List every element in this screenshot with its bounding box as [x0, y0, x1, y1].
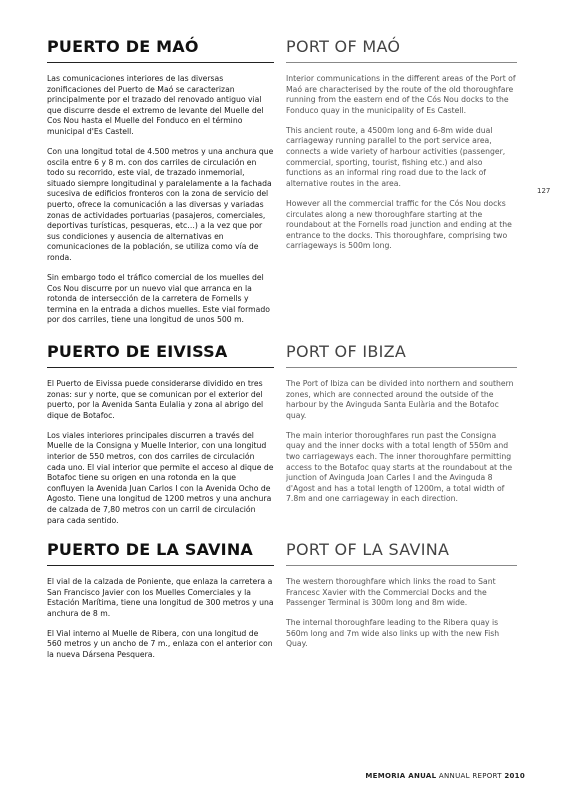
section-mao-es	[47, 38, 274, 336]
section-savina-es	[47, 541, 274, 670]
paragraph: El Puerto de Eivissa puede considerarse dividido en tres zonas: sur y norte, que se comunican por el exterior del puerto, por la Avenida Santa Eulalia y zona al abrigo del dique de Botafoc.	[47, 379, 264, 420]
section-ibiza-en	[286, 343, 517, 515]
page-number: 127	[537, 187, 551, 195]
section-title-en: PORT OF LA SAVINA	[286, 541, 517, 566]
paragraph: The main interior thoroughfares run past the Consigna quay and the inner docks with a total length of 550m and two carriageways each. The inner thoroughfare permitting access to the Botafoc quay starts at the roundabout at the junction of Avinguda Joan Carles I and the Avinguda 8 d'Agost and has a total length of 1200m, a total width of 7.8m and one carriageway in each direction.	[286, 430, 513, 504]
section-title-es: PUERTO DE MAÓ	[47, 38, 274, 63]
paragraph: The western thoroughfare which links the road to Sant Francesc Xavier with the Commercial Docks and the Passenger Terminal is 300m long and 8m wide.	[286, 577, 496, 608]
paragraph: However all the commercial traffic for the Cós Nou docks circulates along a new thoroughfare starting at the roundabout at the Fornells road junction and ending at the entrance to the docks. This thoroughfare, comprising two carriageways is 500m long.	[286, 198, 512, 251]
footer-year: 2010	[504, 772, 525, 780]
section-title-es: PUERTO DE EIVISSA	[47, 343, 274, 368]
section-mao-en	[286, 38, 517, 261]
paragraph: Con una longitud total de 4.500 metros y una anchura que oscila entre 6 y 8 m. con dos carriles de circulación en todo su recorrido, este vial, de trazado inmemorial, situado siempre longitudinal y paralelamente a la fachada sucesiva de edificios fronteros con la zona de servicio del puerto, ofrece la comunicación a las diversas y variadas zonas de actividades portuarias (pasajeros, comerciales, deportivas turísticas, pesqueras, etc…) a la vez que por sus condiciones y ausencia de alternativas en comunicaciones de la población, se utiliza como vía de ronda.	[47, 147, 274, 262]
paragraph: The Port of Ibiza can be divided into northern and southern zones, which are connected around the outside of the harbour by the Avinguda Santa Eulària and the Botafoc quay.	[286, 379, 514, 420]
section-savina-en	[286, 541, 517, 660]
footer-report: ANNUAL REPORT	[438, 772, 502, 780]
paragraph: El Vial interno al Muelle de Ribera, con una longitud de 560 metros y un ancho de 7 m., enlaza con el anterior con la nueva Dársena Pesquera.	[47, 628, 273, 660]
paragraph: El vial de la calzada de Poniente, que enlaza la carretera a San Francisco Javier con los Muelles Comerciales y la Estación Marítima, tiene una longitud de 300 metros y una anchura de 8 m.	[47, 577, 274, 618]
section-title-es: PUERTO DE LA SAVINA	[47, 541, 274, 566]
paragraph: Los viales interiores principales discurren a través del Muelle de la Consigna y Muelle Interior, con una longitud interior de 550 metros, con dos carriles de circulación cada uno. El vial interior que permite el acceso al dique de Botafoc tiene su origen en una rotonda en la que confluyen la Avenida Juan Carlos I con la Avenida Ocho de Agosto. Tiene una longitud de 1200 metros y una anchura de calzada de 7,80 metros con un carril de circulación para cada sentido.	[47, 430, 274, 525]
section-title-en: PORT OF MAÓ	[286, 38, 517, 63]
footer-memoria: MEMORIA ANUAL	[365, 772, 437, 780]
footer	[365, 772, 525, 780]
section-eivissa-es	[47, 343, 274, 536]
paragraph: The internal thoroughfare leading to the Ribera quay is 560m long and 7m wide also links up with the new Fish Quay.	[286, 618, 500, 649]
paragraph: Sin embargo todo el tráfico comercial de los muelles del Cos Nou discurre por un nuevo vial que arranca en la rotonda de intersección de la carretera de Fornells y termina en la entrada a dichos muelles. Este vial formado por dos carriles, tiene una longitud de unos 500 m.	[47, 273, 270, 325]
section-title-en: PORT OF IBIZA	[286, 343, 517, 368]
paragraph: Las comunicaciones interiores de las diversas zonificaciones del Puerto de Maó se caracterizan principalmente por el trazado del renovado antiguo vial que discurre desde el extremo de levante del Muelle del Cos Nou hasta el Muelle del Fonduco en el término municipal d'Es Castell.	[47, 74, 264, 136]
paragraph: This ancient route, a 4500m long and 6-8m wide dual carriageway running parallel to the port service area, connects a wide variety of harbour activities (passenger, commercial, sporting, tourist, fishing etc.) and also functions as an informal ring road due to the lack of alternative routes in the area.	[286, 125, 506, 188]
paragraph: Interior communications in the different areas of the Port of Maó are characterised by the route of the old thoroughfare running from the eastern end of the Cós Nou docks to the Fonduco quay in the municipality of Es Castell.	[286, 74, 516, 115]
